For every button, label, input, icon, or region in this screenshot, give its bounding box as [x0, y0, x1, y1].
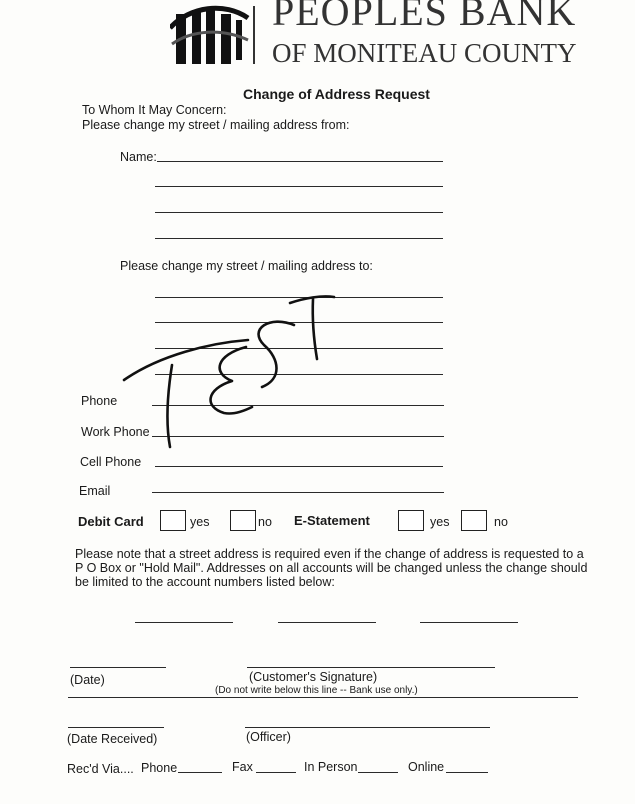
email-field-line[interactable]: [152, 492, 444, 493]
via-fax-line[interactable]: [256, 772, 296, 773]
to-address-instruction: Please change my street / mailing address to:: [120, 259, 373, 273]
name-label: Name:: [120, 150, 157, 164]
old-address-line-1[interactable]: [155, 186, 443, 187]
old-address-line-3[interactable]: [155, 238, 443, 239]
email-label: Email: [79, 484, 111, 498]
via-phone-line[interactable]: [178, 772, 222, 773]
phone-label: Phone: [81, 394, 118, 408]
bank-use-only-notice: (Do not write below this line -- Bank use only.): [215, 685, 418, 696]
estatement-yes-label: yes: [430, 515, 450, 529]
via-online-line[interactable]: [446, 772, 488, 773]
logo-divider: [253, 6, 255, 64]
debit-card-yes-label: yes: [190, 515, 210, 529]
officer-label: (Officer): [246, 730, 291, 744]
debit-card-yes-checkbox[interactable]: [160, 510, 186, 531]
signature-label: (Customer's Signature): [249, 670, 378, 684]
cell-phone-label: Cell Phone: [80, 455, 142, 469]
address-note: Please note that a street address is required even if the change of address is requested to a P O Box or "Hold Mail". Addresses on all accounts will be changed unless the change should be limited to the account numbers listed below:: [75, 547, 588, 589]
date-received-label: (Date Received): [67, 732, 158, 746]
account-number-line-2[interactable]: [278, 622, 376, 623]
via-fax-label: Fax: [232, 760, 253, 774]
via-phone-label: Phone: [141, 761, 178, 775]
bank-use-divider: [68, 697, 578, 698]
handwritten-test-scribble: [120, 285, 340, 455]
estatement-label: E-Statement: [294, 513, 370, 528]
debit-card-label: Debit Card: [78, 514, 144, 529]
via-in-person-label: In Person: [304, 760, 358, 774]
debit-card-no-checkbox[interactable]: [230, 510, 256, 531]
officer-field-line[interactable]: [245, 727, 490, 728]
date-field-line[interactable]: [70, 667, 166, 668]
estatement-no-checkbox[interactable]: [461, 510, 487, 531]
bank-name-line1: PEOPLES BANK: [272, 0, 577, 34]
bank-logo: [170, 0, 250, 66]
debit-card-no-label: no: [258, 515, 272, 529]
via-in-person-line[interactable]: [358, 772, 398, 773]
received-via-label: Rec'd Via....: [67, 762, 134, 776]
date-label: (Date): [70, 673, 105, 687]
cell-phone-field-line[interactable]: [155, 466, 443, 467]
account-number-line-3[interactable]: [420, 622, 518, 623]
form-title: Change of Address Request: [243, 86, 430, 102]
date-received-field-line[interactable]: [68, 727, 164, 728]
from-address-instruction: Please change my street / mailing address from:: [82, 118, 350, 132]
signature-field-line[interactable]: [247, 667, 495, 668]
estatement-yes-checkbox[interactable]: [398, 510, 424, 531]
greeting: To Whom It May Concern:: [82, 103, 227, 117]
name-field-line[interactable]: [157, 161, 443, 162]
estatement-no-label: no: [494, 515, 508, 529]
via-online-label: Online: [408, 760, 445, 774]
old-address-line-2[interactable]: [155, 212, 443, 213]
work-phone-label: Work Phone: [81, 425, 150, 439]
account-number-line-1[interactable]: [135, 622, 233, 623]
bank-name-line2: OF MONITEAU COUNTY: [272, 38, 577, 68]
